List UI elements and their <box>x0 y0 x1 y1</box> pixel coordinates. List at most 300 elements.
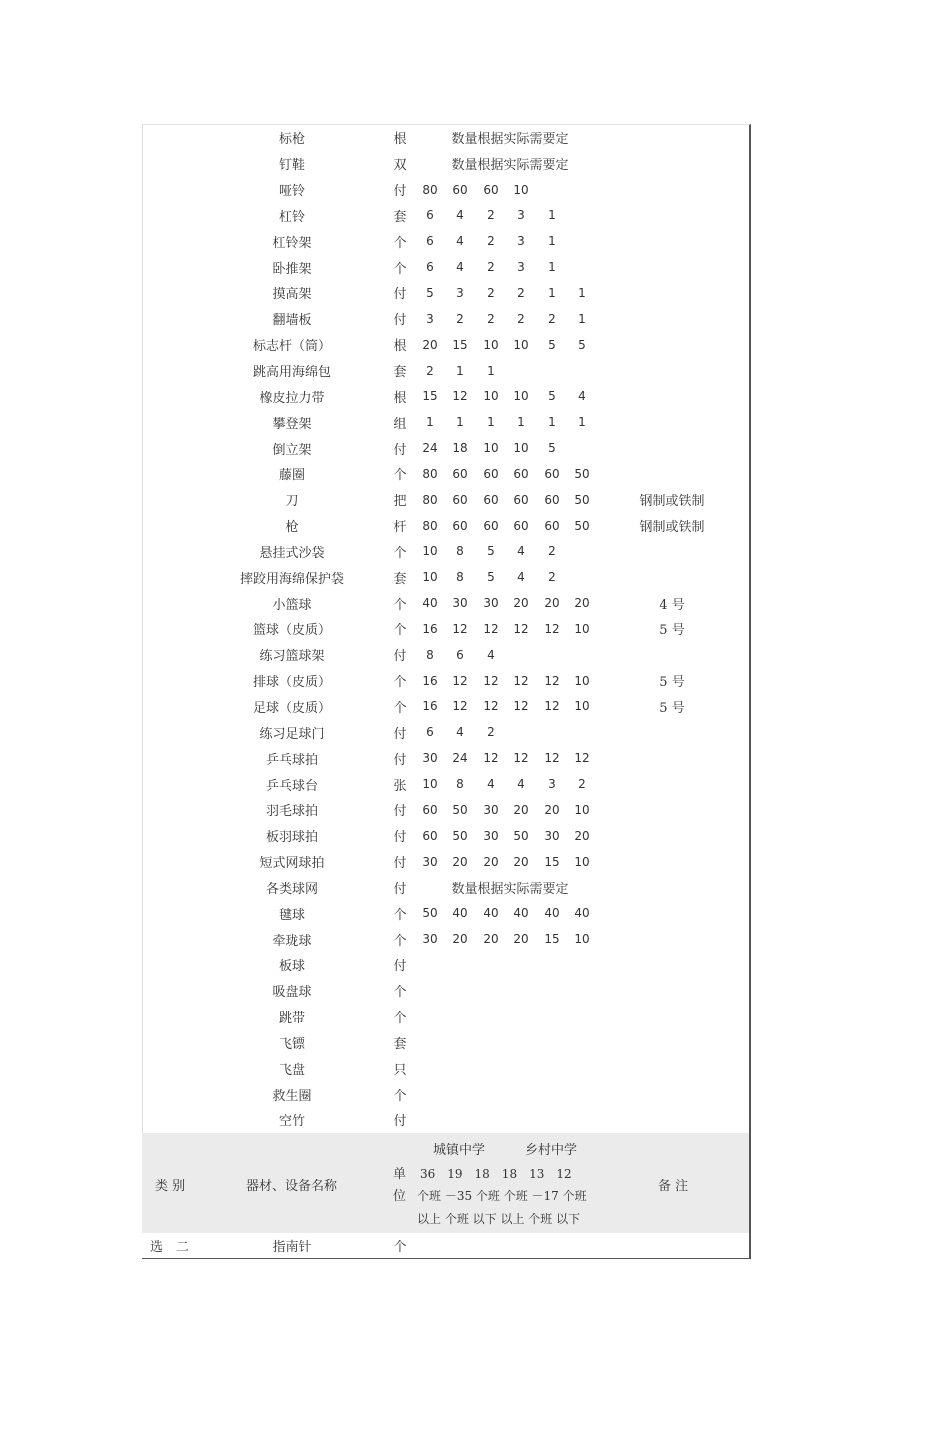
table-row <box>142 719 749 745</box>
quantity-cell: 10 <box>574 699 590 714</box>
table-row <box>142 668 749 694</box>
item-unit: 付 <box>393 649 407 665</box>
table-row <box>142 332 749 358</box>
item-name: 摔跤用海绵保护袋 <box>239 571 344 587</box>
item-unit: 付 <box>393 856 407 872</box>
quantity-cell: 8 <box>456 777 464 792</box>
quantity-cell: 1 <box>548 260 556 275</box>
quantity-cell: 4 <box>456 725 464 740</box>
quantity-cell: 1 <box>548 234 556 249</box>
item-name: 悬挂式沙袋 <box>259 545 325 561</box>
quantity-cell: 30 <box>483 828 499 843</box>
item-unit: 套 <box>393 209 407 225</box>
quantity-cell: 30 <box>422 751 438 766</box>
table-row <box>142 461 749 487</box>
item-name: 倒立架 <box>272 442 312 458</box>
quantity-cell: 6 <box>426 260 434 275</box>
item-unit: 个 <box>393 1239 407 1255</box>
item-unit: 套 <box>393 571 407 587</box>
quantity-cell: 1 <box>456 363 464 378</box>
item-unit: 只 <box>393 1062 407 1078</box>
quantity-cell: 3 <box>426 311 434 326</box>
item-remark: 5 号 <box>659 623 685 639</box>
quantity-cell: 2 <box>487 725 495 740</box>
quantity-cell: 10 <box>422 570 438 585</box>
quantity-cell: 10 <box>574 802 590 817</box>
quantity-cell: 60 <box>452 466 468 481</box>
quantity-cell: 40 <box>544 906 560 921</box>
quantity-cell: 60 <box>483 518 499 533</box>
table-row <box>142 1004 749 1030</box>
header-rural-group: 乡村中学 <box>525 1142 578 1158</box>
quantity-cell: 24 <box>452 751 468 766</box>
quantity-cell: 15 <box>544 932 560 947</box>
header-class-line3: 以上 个班 以下 以上 个班 以下 <box>417 1211 581 1226</box>
quantity-cell: 8 <box>456 570 464 585</box>
quantity-cell: 40 <box>422 596 438 611</box>
item-unit: 付 <box>393 313 407 329</box>
quantity-cell: 5 <box>548 389 556 404</box>
equipment-sheet <box>142 124 750 1259</box>
table-row <box>142 254 749 280</box>
category-cell: 选 二 <box>150 1239 190 1255</box>
quantity-cell: 4 <box>456 208 464 223</box>
table-row <box>142 952 749 978</box>
item-unit: 个 <box>393 597 407 613</box>
table-row <box>142 125 749 151</box>
item-unit: 张 <box>393 778 407 794</box>
item-unit: 套 <box>393 1036 407 1052</box>
item-name: 钉鞋 <box>278 158 305 174</box>
quantity-cell: 12 <box>452 673 468 688</box>
table-row <box>142 745 749 771</box>
table-row <box>142 642 749 668</box>
quantity-cell: 12 <box>452 389 468 404</box>
quantity-cell: 5 <box>487 544 495 559</box>
quantity-cell: 20 <box>483 932 499 947</box>
item-unit: 根 <box>393 339 407 355</box>
item-name: 标枪 <box>278 132 305 148</box>
quantity-cell: 10 <box>513 182 529 197</box>
quantity-cell: 16 <box>422 699 438 714</box>
item-remark: 钢制或铁制 <box>639 494 705 510</box>
quantity-cell: 50 <box>513 828 529 843</box>
quantity-cell: 20 <box>544 596 560 611</box>
quantity-cell: 10 <box>513 441 529 456</box>
quantity-cell: 12 <box>544 751 560 766</box>
item-name: 藤圈 <box>278 468 305 484</box>
quantity-cell: 2 <box>517 311 525 326</box>
quantity-cell: 15 <box>544 854 560 869</box>
quantity-cell: 60 <box>513 492 529 507</box>
header-name: 器材、设备名称 <box>246 1178 338 1194</box>
quantity-cell: 12 <box>452 621 468 636</box>
quantity-cell: 6 <box>426 725 434 740</box>
table-row <box>142 849 749 875</box>
item-name: 哑铃 <box>278 184 305 200</box>
quantity-cell: 60 <box>422 828 438 843</box>
item-name: 杠铃架 <box>272 235 312 251</box>
table-row <box>142 487 749 513</box>
item-name: 救生圈 <box>272 1088 312 1104</box>
item-unit: 个 <box>393 235 407 251</box>
quantity-cell: 10 <box>483 389 499 404</box>
item-unit: 付 <box>393 184 407 200</box>
quantity-cell: 3 <box>517 260 525 275</box>
quantity-cell: 2 <box>548 544 556 559</box>
item-unit: 个 <box>393 623 407 639</box>
item-name: 枪 <box>285 520 299 536</box>
quantity-cell: 20 <box>544 802 560 817</box>
item-unit: 个 <box>393 933 407 949</box>
quantity-cell: 4 <box>487 777 495 792</box>
quantity-cell: 60 <box>452 182 468 197</box>
quantity-cell: 2 <box>548 311 556 326</box>
item-unit: 个 <box>393 545 407 561</box>
item-name: 跳带 <box>278 1011 305 1027</box>
quantity-cell: 5 <box>487 570 495 585</box>
item-name: 排球（皮质） <box>252 675 331 691</box>
table-row <box>142 358 749 384</box>
table-row <box>142 306 749 332</box>
table-row <box>142 926 749 952</box>
quantity-cell: 60 <box>452 518 468 533</box>
quantity-cell: 1 <box>426 415 434 430</box>
item-name: 空竹 <box>278 1114 305 1130</box>
item-name: 摸高架 <box>272 287 312 303</box>
item-name: 飞镖 <box>278 1036 305 1052</box>
quantity-cell: 40 <box>483 906 499 921</box>
quantity-cell: 20 <box>513 854 529 869</box>
item-unit: 个 <box>393 1088 407 1104</box>
table-row <box>142 564 749 590</box>
quantity-cell: 6 <box>426 234 434 249</box>
item-name: 杠铃 <box>278 209 305 225</box>
quantity-cell: 60 <box>452 492 468 507</box>
quantity-cell: 16 <box>422 621 438 636</box>
quantity-cell: 2 <box>487 260 495 275</box>
quantity-cell: 1 <box>548 285 556 300</box>
quantity-cell: 12 <box>452 699 468 714</box>
item-name: 小篮球 <box>272 597 312 613</box>
quantity-cell: 20 <box>483 854 499 869</box>
quantity-cell: 20 <box>422 337 438 352</box>
quantity-cell: 60 <box>513 466 529 481</box>
item-name: 乒乓球拍 <box>265 752 318 768</box>
item-name: 足球（皮质） <box>252 700 331 716</box>
item-unit: 双 <box>393 158 407 174</box>
table-row <box>142 874 749 900</box>
table-row <box>142 797 749 823</box>
quantity-cell: 10 <box>574 932 590 947</box>
item-unit: 付 <box>393 442 407 458</box>
quantity-cell: 20 <box>452 854 468 869</box>
quantity-note: 数量根据实际需要定 <box>451 158 569 174</box>
quantity-cell: 3 <box>517 208 525 223</box>
quantity-cell: 80 <box>422 466 438 481</box>
quantity-cell: 60 <box>422 802 438 817</box>
quantity-cell: 5 <box>548 337 556 352</box>
quantity-cell: 80 <box>422 492 438 507</box>
quantity-cell: 12 <box>513 673 529 688</box>
item-unit: 套 <box>393 365 407 381</box>
item-name: 羽毛球拍 <box>265 804 318 820</box>
quantity-cell: 60 <box>544 518 560 533</box>
quantity-cell: 12 <box>483 699 499 714</box>
quantity-cell: 1 <box>548 415 556 430</box>
quantity-cell: 1 <box>487 415 495 430</box>
quantity-cell: 20 <box>513 802 529 817</box>
header-unit-line2: 位 <box>393 1188 407 1204</box>
quantity-cell: 4 <box>517 777 525 792</box>
quantity-cell: 20 <box>513 932 529 947</box>
item-name: 攀登架 <box>272 416 312 432</box>
item-name: 板球 <box>278 959 305 975</box>
quantity-cell: 4 <box>456 234 464 249</box>
quantity-cell: 10 <box>422 777 438 792</box>
header-category: 类 别 <box>155 1178 186 1194</box>
table-row <box>142 383 749 409</box>
table-row <box>142 435 749 461</box>
quantity-cell: 60 <box>513 518 529 533</box>
quantity-cell: 10 <box>513 337 529 352</box>
table-row <box>142 823 749 849</box>
item-unit: 付 <box>393 881 407 897</box>
header-class-line1: 36 19 18 18 13 12 <box>420 1166 572 1181</box>
table-row <box>142 1233 749 1259</box>
quantity-cell: 12 <box>544 673 560 688</box>
quantity-cell: 20 <box>452 932 468 947</box>
item-name: 乒乓球台 <box>265 778 318 794</box>
table-row <box>142 1030 749 1056</box>
quantity-cell: 2 <box>517 285 525 300</box>
quantity-cell: 6 <box>426 208 434 223</box>
quantity-cell: 5 <box>548 441 556 456</box>
quantity-cell: 12 <box>513 621 529 636</box>
header-class-line2: 个班 －35 个班 个班 －17 个班 <box>417 1188 587 1203</box>
table-row <box>142 409 749 435</box>
item-unit: 个 <box>393 675 407 691</box>
quantity-cell: 50 <box>574 466 590 481</box>
quantity-cell: 2 <box>426 363 434 378</box>
quantity-cell: 50 <box>422 906 438 921</box>
quantity-cell: 50 <box>574 492 590 507</box>
item-unit: 个 <box>393 1011 407 1027</box>
item-unit: 个 <box>393 700 407 716</box>
quantity-cell: 2 <box>487 208 495 223</box>
table-row <box>142 1055 749 1081</box>
header-remark: 备 注 <box>658 1178 689 1194</box>
table-row <box>142 616 749 642</box>
quantity-cell: 60 <box>544 492 560 507</box>
quantity-cell: 4 <box>517 544 525 559</box>
quantity-cell: 4 <box>456 260 464 275</box>
quantity-cell: 20 <box>513 596 529 611</box>
item-remark: 4 号 <box>659 597 685 613</box>
quantity-cell: 60 <box>544 466 560 481</box>
item-unit: 个 <box>393 985 407 1001</box>
quantity-cell: 16 <box>422 673 438 688</box>
quantity-cell: 10 <box>574 673 590 688</box>
quantity-cell: 4 <box>487 647 495 662</box>
table-row <box>142 1107 749 1133</box>
item-unit: 根 <box>393 390 407 406</box>
quantity-cell: 40 <box>574 906 590 921</box>
quantity-cell: 4 <box>578 389 586 404</box>
quantity-cell: 5 <box>578 337 586 352</box>
quantity-note: 数量根据实际需要定 <box>451 132 569 148</box>
quantity-cell: 30 <box>483 802 499 817</box>
item-unit: 把 <box>393 494 407 510</box>
item-name: 橡皮拉力带 <box>259 390 325 406</box>
item-unit: 付 <box>393 287 407 303</box>
quantity-cell: 1 <box>548 208 556 223</box>
item-unit: 根 <box>393 132 407 148</box>
quantity-cell: 50 <box>574 518 590 533</box>
quantity-cell: 15 <box>422 389 438 404</box>
item-unit: 付 <box>393 959 407 975</box>
item-name: 刀 <box>285 494 299 510</box>
quantity-cell: 1 <box>517 415 525 430</box>
quantity-cell: 10 <box>513 389 529 404</box>
quantity-cell: 10 <box>574 854 590 869</box>
item-name: 练习足球门 <box>259 726 325 742</box>
quantity-cell: 30 <box>422 854 438 869</box>
quantity-note: 数量根据实际需要定 <box>451 881 569 897</box>
table-header <box>142 1133 749 1233</box>
item-unit: 个 <box>393 468 407 484</box>
item-unit: 付 <box>393 804 407 820</box>
item-name: 卧推架 <box>272 261 312 277</box>
quantity-cell: 1 <box>456 415 464 430</box>
quantity-cell: 2 <box>548 570 556 585</box>
item-unit: 杆 <box>393 520 407 536</box>
item-name: 翻墙板 <box>272 313 312 329</box>
item-unit: 付 <box>393 1114 407 1130</box>
item-name: 牵珑球 <box>272 933 312 949</box>
item-unit: 付 <box>393 830 407 846</box>
item-name: 飞盘 <box>278 1062 305 1078</box>
table-row <box>142 177 749 203</box>
quantity-cell: 30 <box>483 596 499 611</box>
quantity-cell: 6 <box>456 647 464 662</box>
quantity-cell: 60 <box>483 492 499 507</box>
quantity-cell: 5 <box>426 285 434 300</box>
item-name: 短式网球拍 <box>259 856 325 872</box>
quantity-cell: 8 <box>426 647 434 662</box>
quantity-cell: 1 <box>487 363 495 378</box>
item-remark: 5 号 <box>659 700 685 716</box>
header-urban-group: 城镇中学 <box>433 1142 486 1158</box>
quantity-cell: 40 <box>452 906 468 921</box>
equipment-table <box>142 124 751 1259</box>
item-name: 吸盘球 <box>272 985 312 1001</box>
table-row <box>142 151 749 177</box>
quantity-cell: 10 <box>483 337 499 352</box>
table-row <box>142 978 749 1004</box>
quantity-cell: 18 <box>452 441 468 456</box>
item-name: 板羽球拍 <box>265 830 318 846</box>
item-name: 各类球网 <box>265 881 318 897</box>
quantity-cell: 12 <box>574 751 590 766</box>
table-row <box>142 539 749 565</box>
item-unit: 付 <box>393 726 407 742</box>
quantity-cell: 1 <box>578 415 586 430</box>
quantity-cell: 80 <box>422 518 438 533</box>
quantity-cell: 10 <box>483 441 499 456</box>
quantity-cell: 15 <box>452 337 468 352</box>
quantity-cell: 2 <box>578 777 586 792</box>
item-name: 标志杆（筒） <box>252 339 331 355</box>
item-rows <box>142 125 749 1133</box>
quantity-cell: 12 <box>513 751 529 766</box>
quantity-cell: 20 <box>574 828 590 843</box>
item-name: 练习篮球架 <box>259 649 325 665</box>
quantity-cell: 8 <box>456 544 464 559</box>
item-remark: 钢制或铁制 <box>639 520 705 536</box>
quantity-cell: 12 <box>483 621 499 636</box>
quantity-cell: 60 <box>483 182 499 197</box>
item-remark: 5 号 <box>659 675 685 691</box>
quantity-cell: 4 <box>517 570 525 585</box>
quantity-cell: 24 <box>422 441 438 456</box>
quantity-cell: 12 <box>513 699 529 714</box>
quantity-cell: 12 <box>544 699 560 714</box>
quantity-cell: 3 <box>456 285 464 300</box>
quantity-cell: 60 <box>483 466 499 481</box>
quantity-cell: 3 <box>548 777 556 792</box>
item-unit: 付 <box>393 752 407 768</box>
quantity-cell: 12 <box>483 751 499 766</box>
table-row <box>142 694 749 720</box>
quantity-cell: 1 <box>578 311 586 326</box>
quantity-cell: 80 <box>422 182 438 197</box>
quantity-cell: 50 <box>452 828 468 843</box>
header-unit-line1: 单 <box>393 1166 407 1182</box>
quantity-cell: 30 <box>544 828 560 843</box>
item-unit: 个 <box>393 907 407 923</box>
table-row <box>142 771 749 797</box>
quantity-cell: 10 <box>574 621 590 636</box>
table-row <box>142 900 749 926</box>
quantity-cell: 1 <box>578 285 586 300</box>
quantity-cell: 12 <box>483 673 499 688</box>
quantity-cell: 20 <box>574 596 590 611</box>
table-row <box>142 1081 749 1107</box>
item-unit: 个 <box>393 261 407 277</box>
item-name: 篮球（皮质） <box>252 623 331 639</box>
table-row <box>142 203 749 229</box>
quantity-cell: 40 <box>513 906 529 921</box>
quantity-cell: 2 <box>487 234 495 249</box>
quantity-cell: 10 <box>422 544 438 559</box>
quantity-cell: 30 <box>452 596 468 611</box>
quantity-cell: 2 <box>487 311 495 326</box>
quantity-cell: 12 <box>544 621 560 636</box>
quantity-cell: 50 <box>452 802 468 817</box>
quantity-cell: 2 <box>456 311 464 326</box>
item-unit: 组 <box>393 416 407 432</box>
quantity-cell: 30 <box>422 932 438 947</box>
table-row <box>142 280 749 306</box>
item-name: 跳高用海绵包 <box>252 365 331 381</box>
item-name: 指南针 <box>272 1239 312 1255</box>
item-name: 毽球 <box>278 907 305 923</box>
table-row <box>142 513 749 539</box>
quantity-cell: 3 <box>517 234 525 249</box>
table-row <box>142 590 749 616</box>
table-row <box>142 228 749 254</box>
